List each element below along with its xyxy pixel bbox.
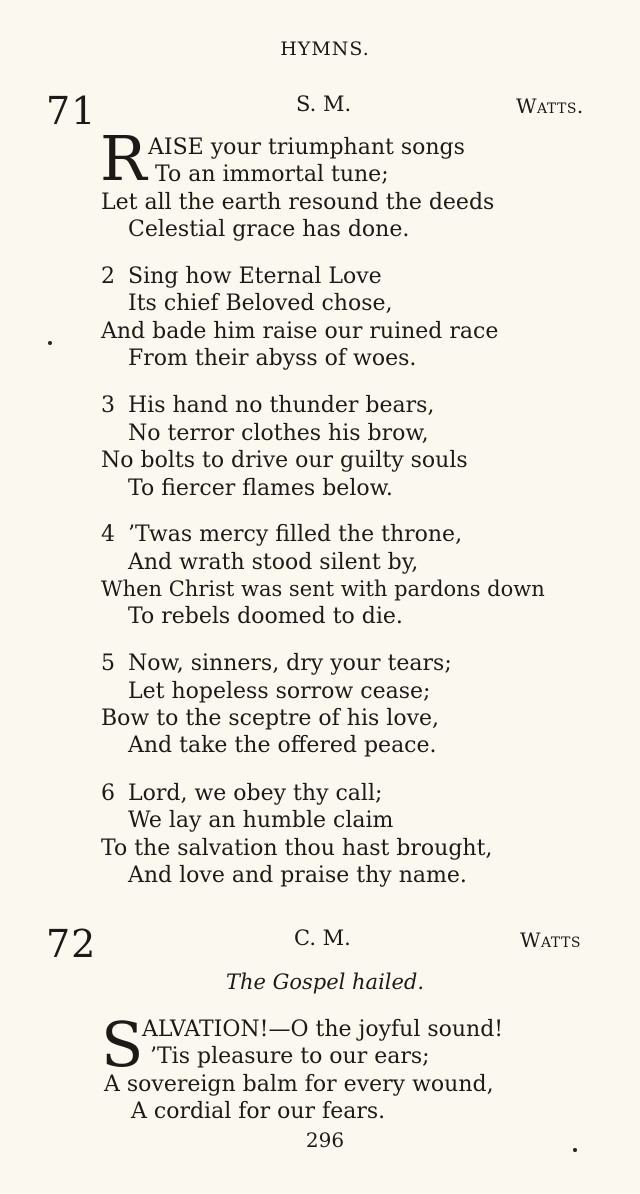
hymn-author: Watts xyxy=(520,928,581,952)
verse-line: To the salvation thou hast brought, xyxy=(101,836,493,861)
hymn-meter: C. M. xyxy=(294,926,351,950)
verse-line: AISE your triumphant songs xyxy=(148,135,465,160)
verse-line: Its chief Beloved chose, xyxy=(128,291,393,316)
verse-line: Let hopeless sorrow cease; xyxy=(128,679,431,704)
verse-line: From their abyss of woes. xyxy=(128,346,417,371)
verse-line: To an immortal tune; xyxy=(155,162,389,187)
stanza-number: 4 xyxy=(101,522,115,547)
paper-speck xyxy=(573,1148,577,1152)
hymn-number: 72 xyxy=(46,922,97,966)
hymn-number: 71 xyxy=(46,89,97,133)
verse-line: To fiercer flames below. xyxy=(128,476,393,501)
verse-line: Celestial grace has done. xyxy=(128,217,410,242)
verse-line: No bolts to drive our guilty souls xyxy=(101,448,468,473)
stanza-number: 6 xyxy=(101,781,115,806)
verse-line: And love and praise thy name. xyxy=(128,863,467,888)
hymn-meter: S. M. xyxy=(296,92,352,116)
verse-line: ’Tis pleasure to our ears; xyxy=(150,1044,430,1069)
verse-line: ALVATION!—O the joyful sound! xyxy=(142,1017,504,1042)
verse-line: Lord, we obey thy call; xyxy=(128,781,383,806)
verse-line: His hand no thunder bears, xyxy=(128,393,435,418)
verse-line: Sing how Eternal Love xyxy=(128,264,382,289)
running-head: HYMNS. xyxy=(280,38,370,60)
hymn-author: Watts. xyxy=(516,94,584,118)
verse-line: To rebels doomed to die. xyxy=(128,604,403,629)
stanza-number: 5 xyxy=(101,651,115,676)
verse-line: We lay an humble claim xyxy=(128,808,394,833)
verse-line: Bow to the sceptre of his love, xyxy=(101,706,440,731)
verse-line: And bade him raise our ruined race xyxy=(101,319,499,344)
drop-cap: R xyxy=(100,122,147,195)
verse-line: No terror clothes his brow, xyxy=(128,421,429,446)
verse-line: A sovereign balm for every wound, xyxy=(104,1072,494,1097)
verse-line: And take the offered peace. xyxy=(128,733,437,758)
verse-line: When Christ was sent with pardons down xyxy=(101,577,545,601)
stanza-number: 3 xyxy=(101,393,115,418)
paper-speck xyxy=(48,341,52,345)
hymn-subtitle: The Gospel hailed. xyxy=(225,970,425,994)
verse-line: A cordial for our fears. xyxy=(131,1099,386,1124)
verse-line: Let all the earth resound the deeds xyxy=(101,190,495,215)
stanza-number: 2 xyxy=(101,264,115,289)
verse-line: Now, sinners, dry your tears; xyxy=(128,651,452,676)
verse-line: ’Twas mercy filled the throne, xyxy=(128,522,463,547)
verse-line: And wrath stood silent by, xyxy=(128,550,419,575)
page-number: 296 xyxy=(305,1128,345,1152)
drop-cap: S xyxy=(101,1008,144,1081)
